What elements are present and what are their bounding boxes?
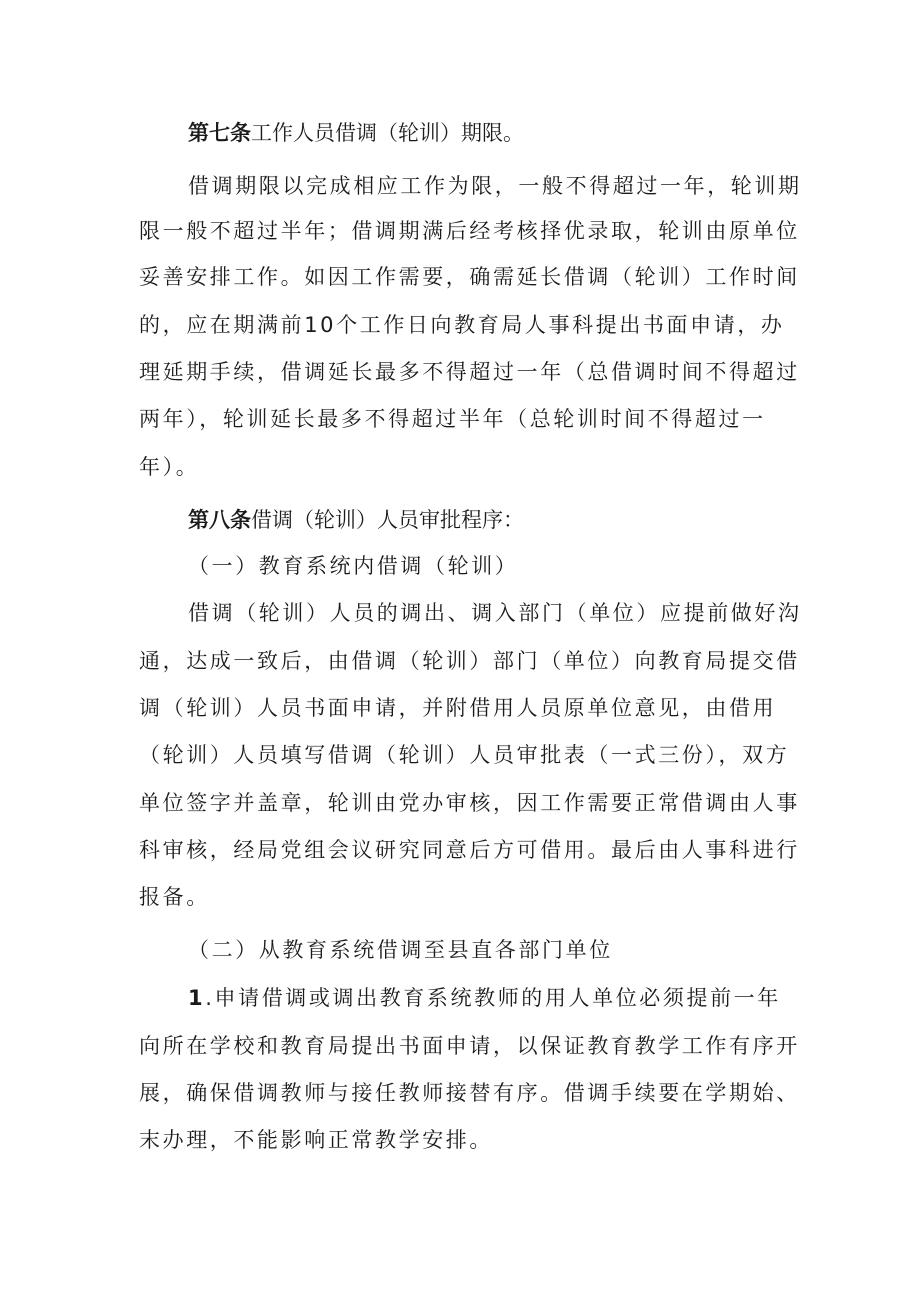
section2-heading: （二）从教育系统借调至县直各部门单位 bbox=[188, 938, 613, 962]
article7-line: 的，应在期满前10个工作日向教育局人事科提出书面申请，办 bbox=[139, 313, 785, 337]
section1-line: 报备。 bbox=[139, 885, 210, 909]
section2-item1-line bbox=[188, 983, 781, 1013]
item1-text: .申请借调或调出教育系统教师的用人单位必须提前一年 bbox=[205, 986, 781, 1010]
article8-title: 借调（轮训）人员审批程序： bbox=[251, 508, 524, 532]
article7-label: 第七条 bbox=[188, 121, 251, 145]
article7-heading bbox=[188, 118, 524, 148]
article7-line: 理延期手续，借调延长最多不得超过一年（总借调时间不得超过 bbox=[139, 360, 800, 384]
section1-line: 单位签字并盖章，轮训由党办审核，因工作需要正常借调由人事 bbox=[139, 791, 800, 815]
article7-line: 年）。 bbox=[139, 455, 200, 479]
section2-item1-line: 展，确保借调教师与接任教师接替有序。借调手续要在学期始、 bbox=[139, 1081, 800, 1105]
section1-line: 科审核，经局党组会议研究同意后方可借用。最后由人事科进行 bbox=[139, 838, 800, 862]
item1-number: 1 bbox=[188, 986, 206, 1010]
section1-line: 借调（轮训）人员的调出、调入部门（单位）应提前做好沟 bbox=[188, 601, 802, 625]
section1-heading: （一）教育系统内借调（轮训） bbox=[188, 554, 519, 578]
article7-line: 妥善安排工作。如因工作需要，确需延长借调（轮训）工作时间 bbox=[139, 265, 800, 289]
section1-line: 调（轮训）人员书面申请，并附借用人员原单位意见，由借用 bbox=[139, 696, 777, 720]
article8-label: 第八条 bbox=[188, 508, 251, 532]
article8-heading bbox=[188, 505, 524, 535]
article7-line: 限一般不超过半年；借调期满后经考核择优录取，轮训由原单位 bbox=[139, 219, 800, 243]
section1-line: （轮训）人员填写借调（轮训）人员审批表（一式三份），双方 bbox=[139, 743, 790, 767]
article7-title: 工作人员借调（轮训）期限。 bbox=[251, 121, 524, 145]
article7-line: 两年），轮训延长最多不得超过半年（总轮训时间不得超过一 bbox=[139, 407, 766, 431]
section1-line: 通，达成一致后，由借调（轮训）部门（单位）向教育局提交借 bbox=[139, 649, 800, 673]
article7-line: 借调期限以完成相应工作为限，一般不得超过一年，轮训期 bbox=[188, 174, 802, 198]
section2-item1-line: 末办理，不能影响正常教学安排。 bbox=[139, 1128, 493, 1152]
section2-item1-line: 向所在学校和教育局提出书面申请，以保证教育教学工作有序开 bbox=[139, 1034, 800, 1058]
